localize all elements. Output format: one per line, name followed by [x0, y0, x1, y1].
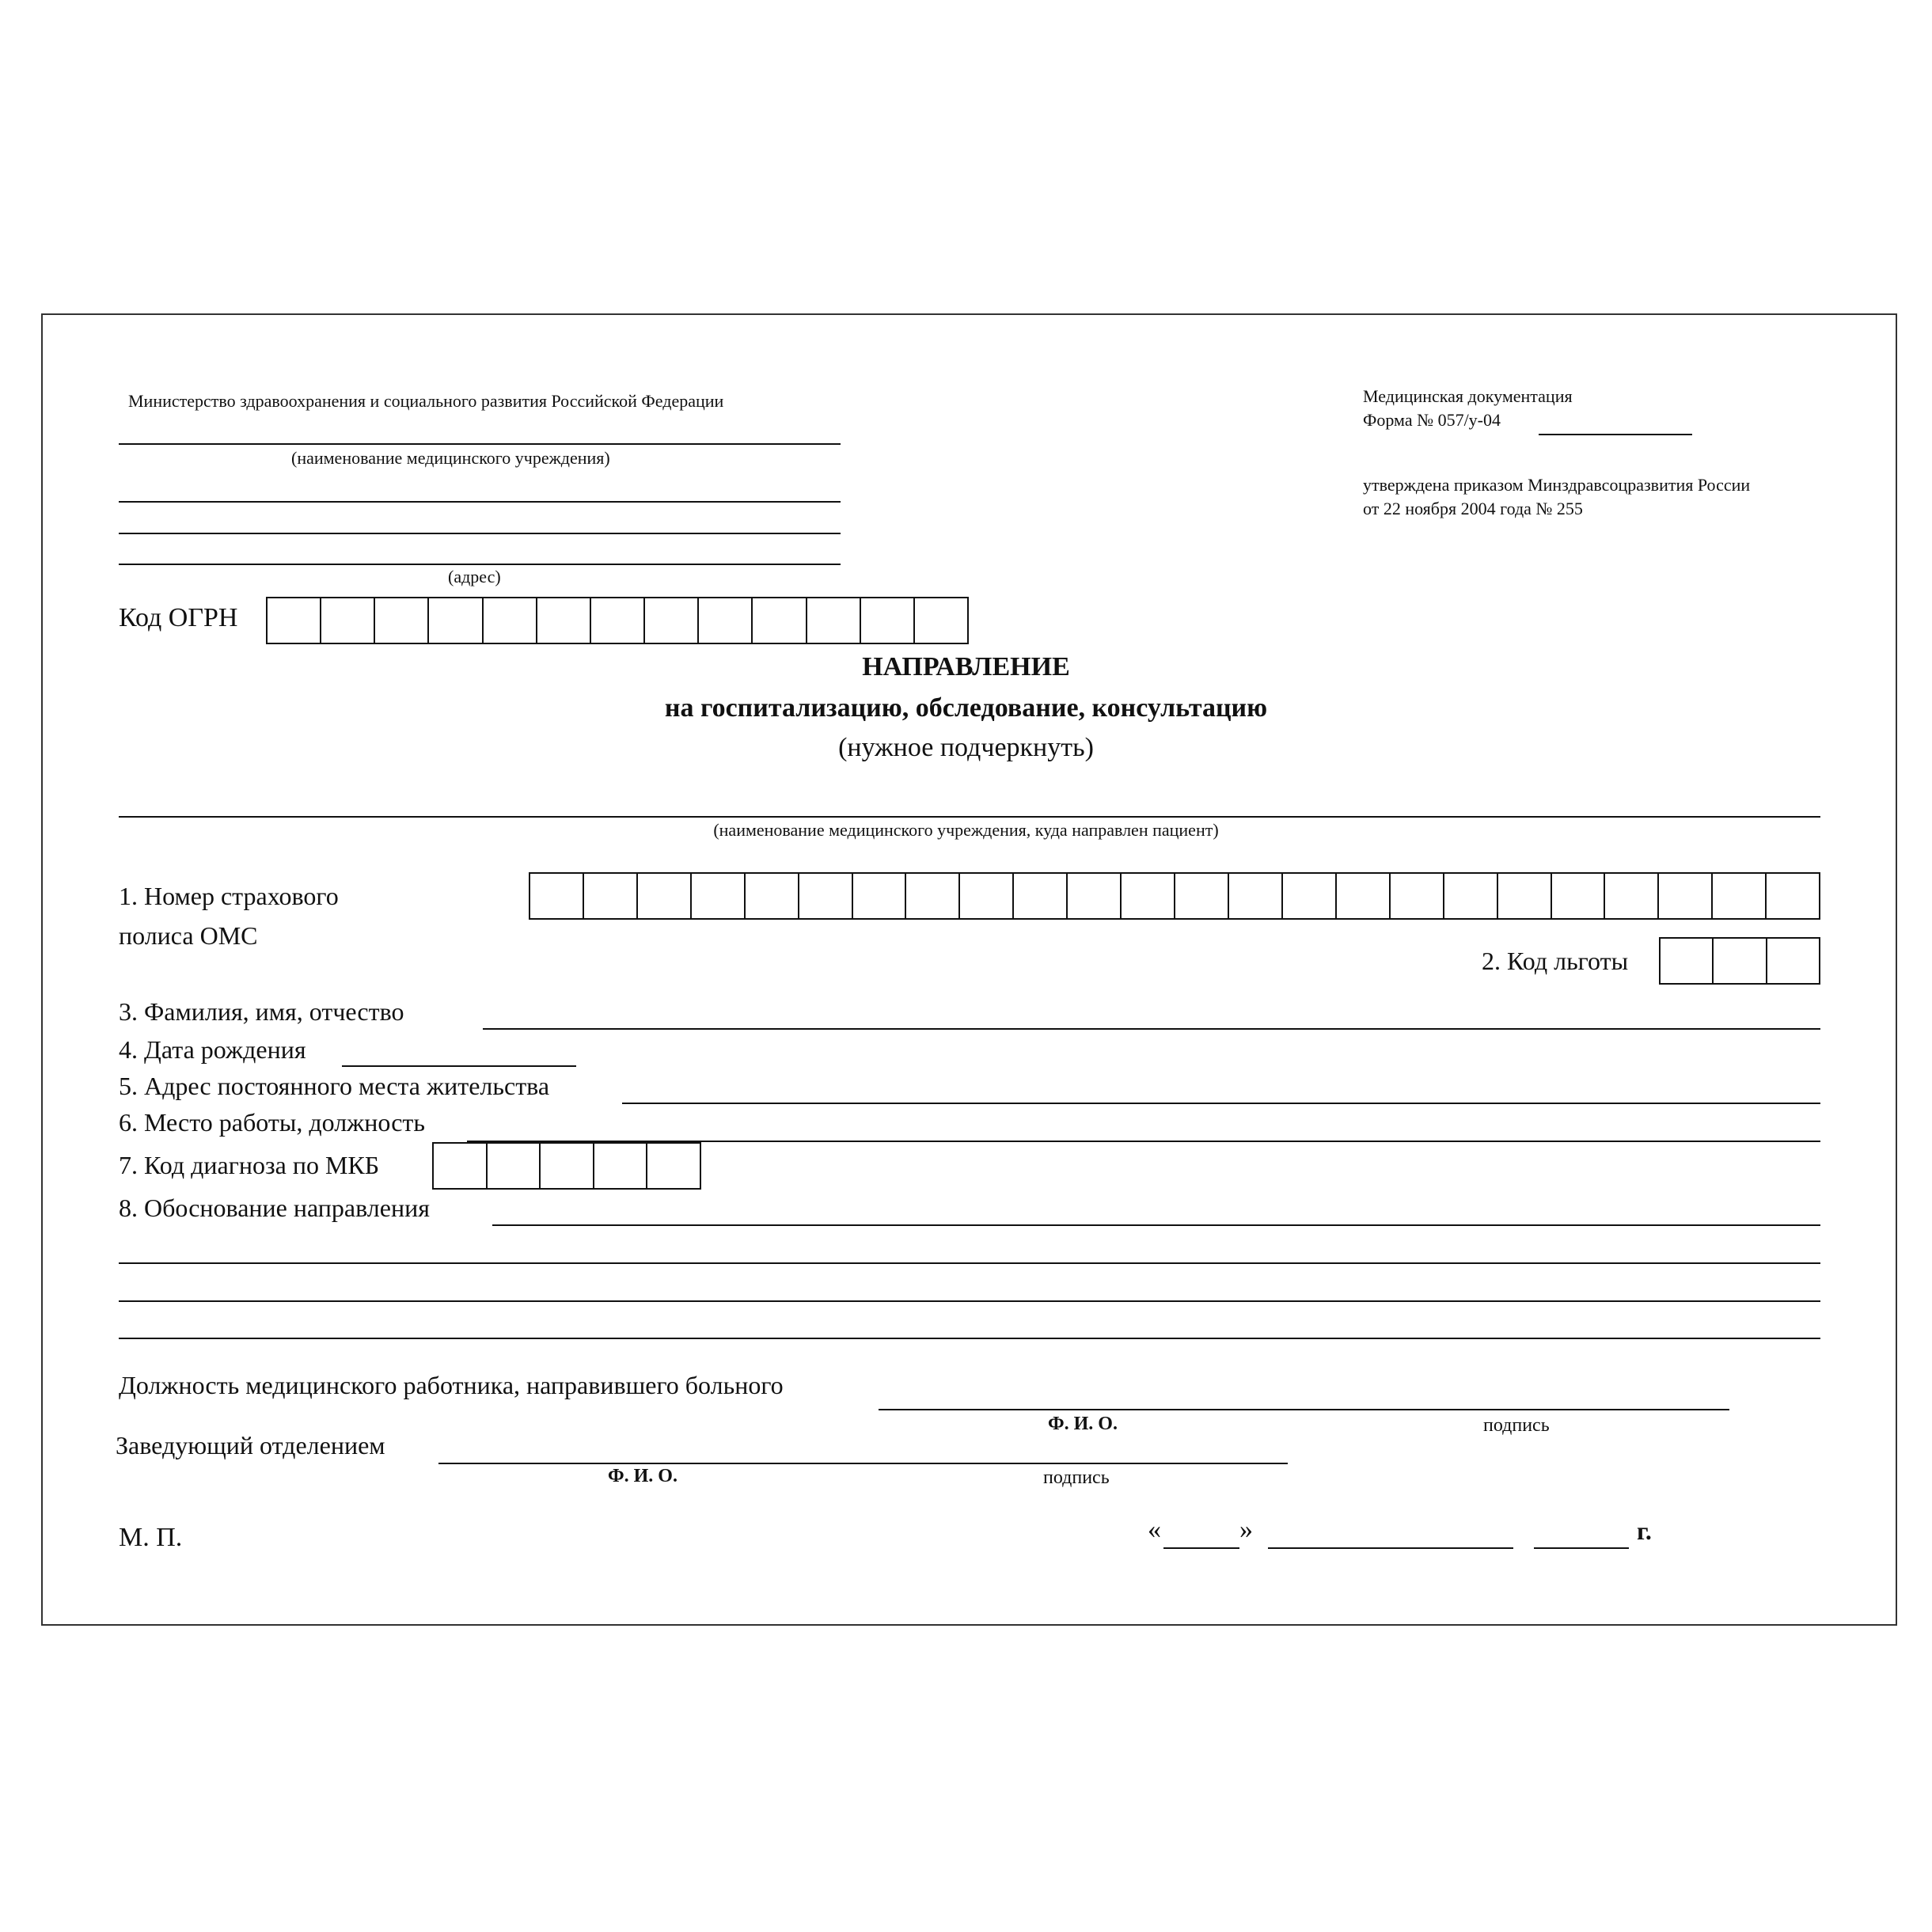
- stamp-label: М. П.: [119, 1523, 183, 1552]
- ministry-text: Министерство здравоохранения и социального развития Российской Федерации: [128, 391, 724, 411]
- birth-date-line[interactable]: [342, 1065, 576, 1067]
- head-sign-caption: подпись: [1043, 1467, 1110, 1488]
- diagnosis-cell[interactable]: [647, 1144, 700, 1188]
- address-line-3[interactable]: [119, 564, 841, 565]
- ogrn-cell[interactable]: [753, 598, 807, 643]
- benefit-cell[interactable]: [1661, 939, 1714, 983]
- ogrn-cell[interactable]: [375, 598, 429, 643]
- workplace-label: 6. Место работы, должность: [119, 1108, 425, 1137]
- institution-line[interactable]: [119, 443, 841, 445]
- policy-cell[interactable]: [799, 874, 853, 918]
- date-year-suffix: г.: [1637, 1516, 1652, 1545]
- justification-line-4[interactable]: [119, 1338, 1820, 1339]
- ogrn-cell[interactable]: [321, 598, 375, 643]
- ogrn-cell[interactable]: [861, 598, 915, 643]
- policy-cell[interactable]: [530, 874, 584, 918]
- ogrn-cell[interactable]: [591, 598, 645, 643]
- head-fio-caption: Ф. И. О.: [608, 1466, 678, 1486]
- ogrn-cell[interactable]: [915, 598, 967, 643]
- destination-line[interactable]: [119, 816, 1820, 818]
- policy-cell[interactable]: [1229, 874, 1283, 918]
- date-month-line[interactable]: [1268, 1547, 1513, 1549]
- doc-note: (нужное подчеркнуть): [838, 733, 1094, 762]
- institution-caption: (наименование медицинского учреждения): [291, 448, 610, 468]
- destination-caption: (наименование медицинского учреждения, куда направлен пациент): [713, 820, 1219, 840]
- head-of-dept-label: Заведующий отделением: [116, 1431, 385, 1459]
- date-year-line[interactable]: [1534, 1547, 1629, 1549]
- policy-cell[interactable]: [1498, 874, 1552, 918]
- diagnosis-cell[interactable]: [434, 1144, 488, 1188]
- policy-cells[interactable]: [529, 872, 1820, 920]
- policy-cell[interactable]: [1767, 874, 1819, 918]
- benefit-cell[interactable]: [1767, 939, 1819, 983]
- benefit-code-label: 2. Код льготы: [1482, 947, 1629, 975]
- policy-label-2: полиса ОМС: [119, 921, 258, 950]
- full-name-line[interactable]: [483, 1028, 1820, 1030]
- diagnosis-cell[interactable]: [488, 1144, 541, 1188]
- policy-cell[interactable]: [1605, 874, 1659, 918]
- date-day-line[interactable]: [1163, 1547, 1239, 1549]
- address-line[interactable]: [622, 1103, 1820, 1104]
- ogrn-cell[interactable]: [807, 598, 861, 643]
- justification-line-3[interactable]: [119, 1300, 1820, 1302]
- ogrn-cell[interactable]: [645, 598, 699, 643]
- policy-cell[interactable]: [746, 874, 799, 918]
- diagnosis-code-cells[interactable]: [432, 1142, 701, 1190]
- policy-cell[interactable]: [1283, 874, 1337, 918]
- justification-label: 8. Обоснование направления: [119, 1194, 430, 1222]
- policy-cell[interactable]: [853, 874, 907, 918]
- address-line-1[interactable]: [119, 501, 841, 503]
- policy-cell[interactable]: [692, 874, 746, 918]
- policy-label-1: 1. Номер страхового: [119, 882, 339, 910]
- full-name-label: 3. Фамилия, имя, отчество: [119, 997, 404, 1026]
- ogrn-cells[interactable]: [266, 597, 969, 644]
- form-number: Форма № 057/у-04: [1363, 410, 1501, 430]
- diagnosis-cell[interactable]: [594, 1144, 648, 1188]
- head-signature-line[interactable]: [438, 1463, 1288, 1464]
- policy-cell[interactable]: [638, 874, 692, 918]
- form-number-line[interactable]: [1539, 434, 1692, 435]
- policy-cell[interactable]: [1175, 874, 1229, 918]
- birth-date-label: 4. Дата рождения: [119, 1035, 306, 1064]
- ogrn-cell[interactable]: [429, 598, 483, 643]
- date-quote-close: »: [1239, 1515, 1253, 1544]
- approved-line-2: от 22 ноября 2004 года № 255: [1363, 499, 1583, 518]
- policy-cell[interactable]: [1337, 874, 1391, 918]
- med-doc-text: Медицинская документация: [1363, 386, 1573, 406]
- ogrn-cell[interactable]: [484, 598, 537, 643]
- policy-cell[interactable]: [1122, 874, 1175, 918]
- benefit-cell[interactable]: [1714, 939, 1767, 983]
- policy-cell[interactable]: [1014, 874, 1068, 918]
- address-label: 5. Адрес постоянного места жительства: [119, 1072, 550, 1100]
- policy-cell[interactable]: [1552, 874, 1606, 918]
- doc-title: НАПРАВЛЕНИЕ: [862, 652, 1070, 681]
- benefit-code-cells[interactable]: [1659, 937, 1820, 985]
- address-caption: (адрес): [448, 567, 501, 586]
- doctor-position-label: Должность медицинского работника, направившего больного: [119, 1371, 784, 1399]
- address-line-2[interactable]: [119, 533, 841, 534]
- diagnosis-cell[interactable]: [541, 1144, 594, 1188]
- ogrn-cell[interactable]: [699, 598, 753, 643]
- approved-line-1: утверждена приказом Минздравсоцразвития России: [1363, 475, 1751, 495]
- doctor-signature-line[interactable]: [879, 1409, 1729, 1410]
- policy-cell[interactable]: [960, 874, 1014, 918]
- policy-cell[interactable]: [1659, 874, 1713, 918]
- ogrn-cell[interactable]: [268, 598, 321, 643]
- policy-cell[interactable]: [584, 874, 638, 918]
- doctor-sign-caption: подпись: [1483, 1415, 1550, 1436]
- policy-cell[interactable]: [1444, 874, 1498, 918]
- doc-subtitle: на госпитализацию, обследование, консультацию: [664, 693, 1268, 723]
- policy-cell[interactable]: [1713, 874, 1767, 918]
- date-quote-open: «: [1148, 1515, 1161, 1544]
- justification-line-1[interactable]: [492, 1224, 1820, 1226]
- diagnosis-code-label: 7. Код диагноза по МКБ: [119, 1151, 380, 1179]
- policy-cell[interactable]: [1391, 874, 1444, 918]
- policy-cell[interactable]: [906, 874, 960, 918]
- policy-cell[interactable]: [1068, 874, 1122, 918]
- ogrn-label: Код ОГРН: [119, 603, 238, 632]
- doctor-fio-caption: Ф. И. О.: [1048, 1414, 1118, 1434]
- justification-line-2[interactable]: [119, 1262, 1820, 1264]
- ogrn-cell[interactable]: [537, 598, 591, 643]
